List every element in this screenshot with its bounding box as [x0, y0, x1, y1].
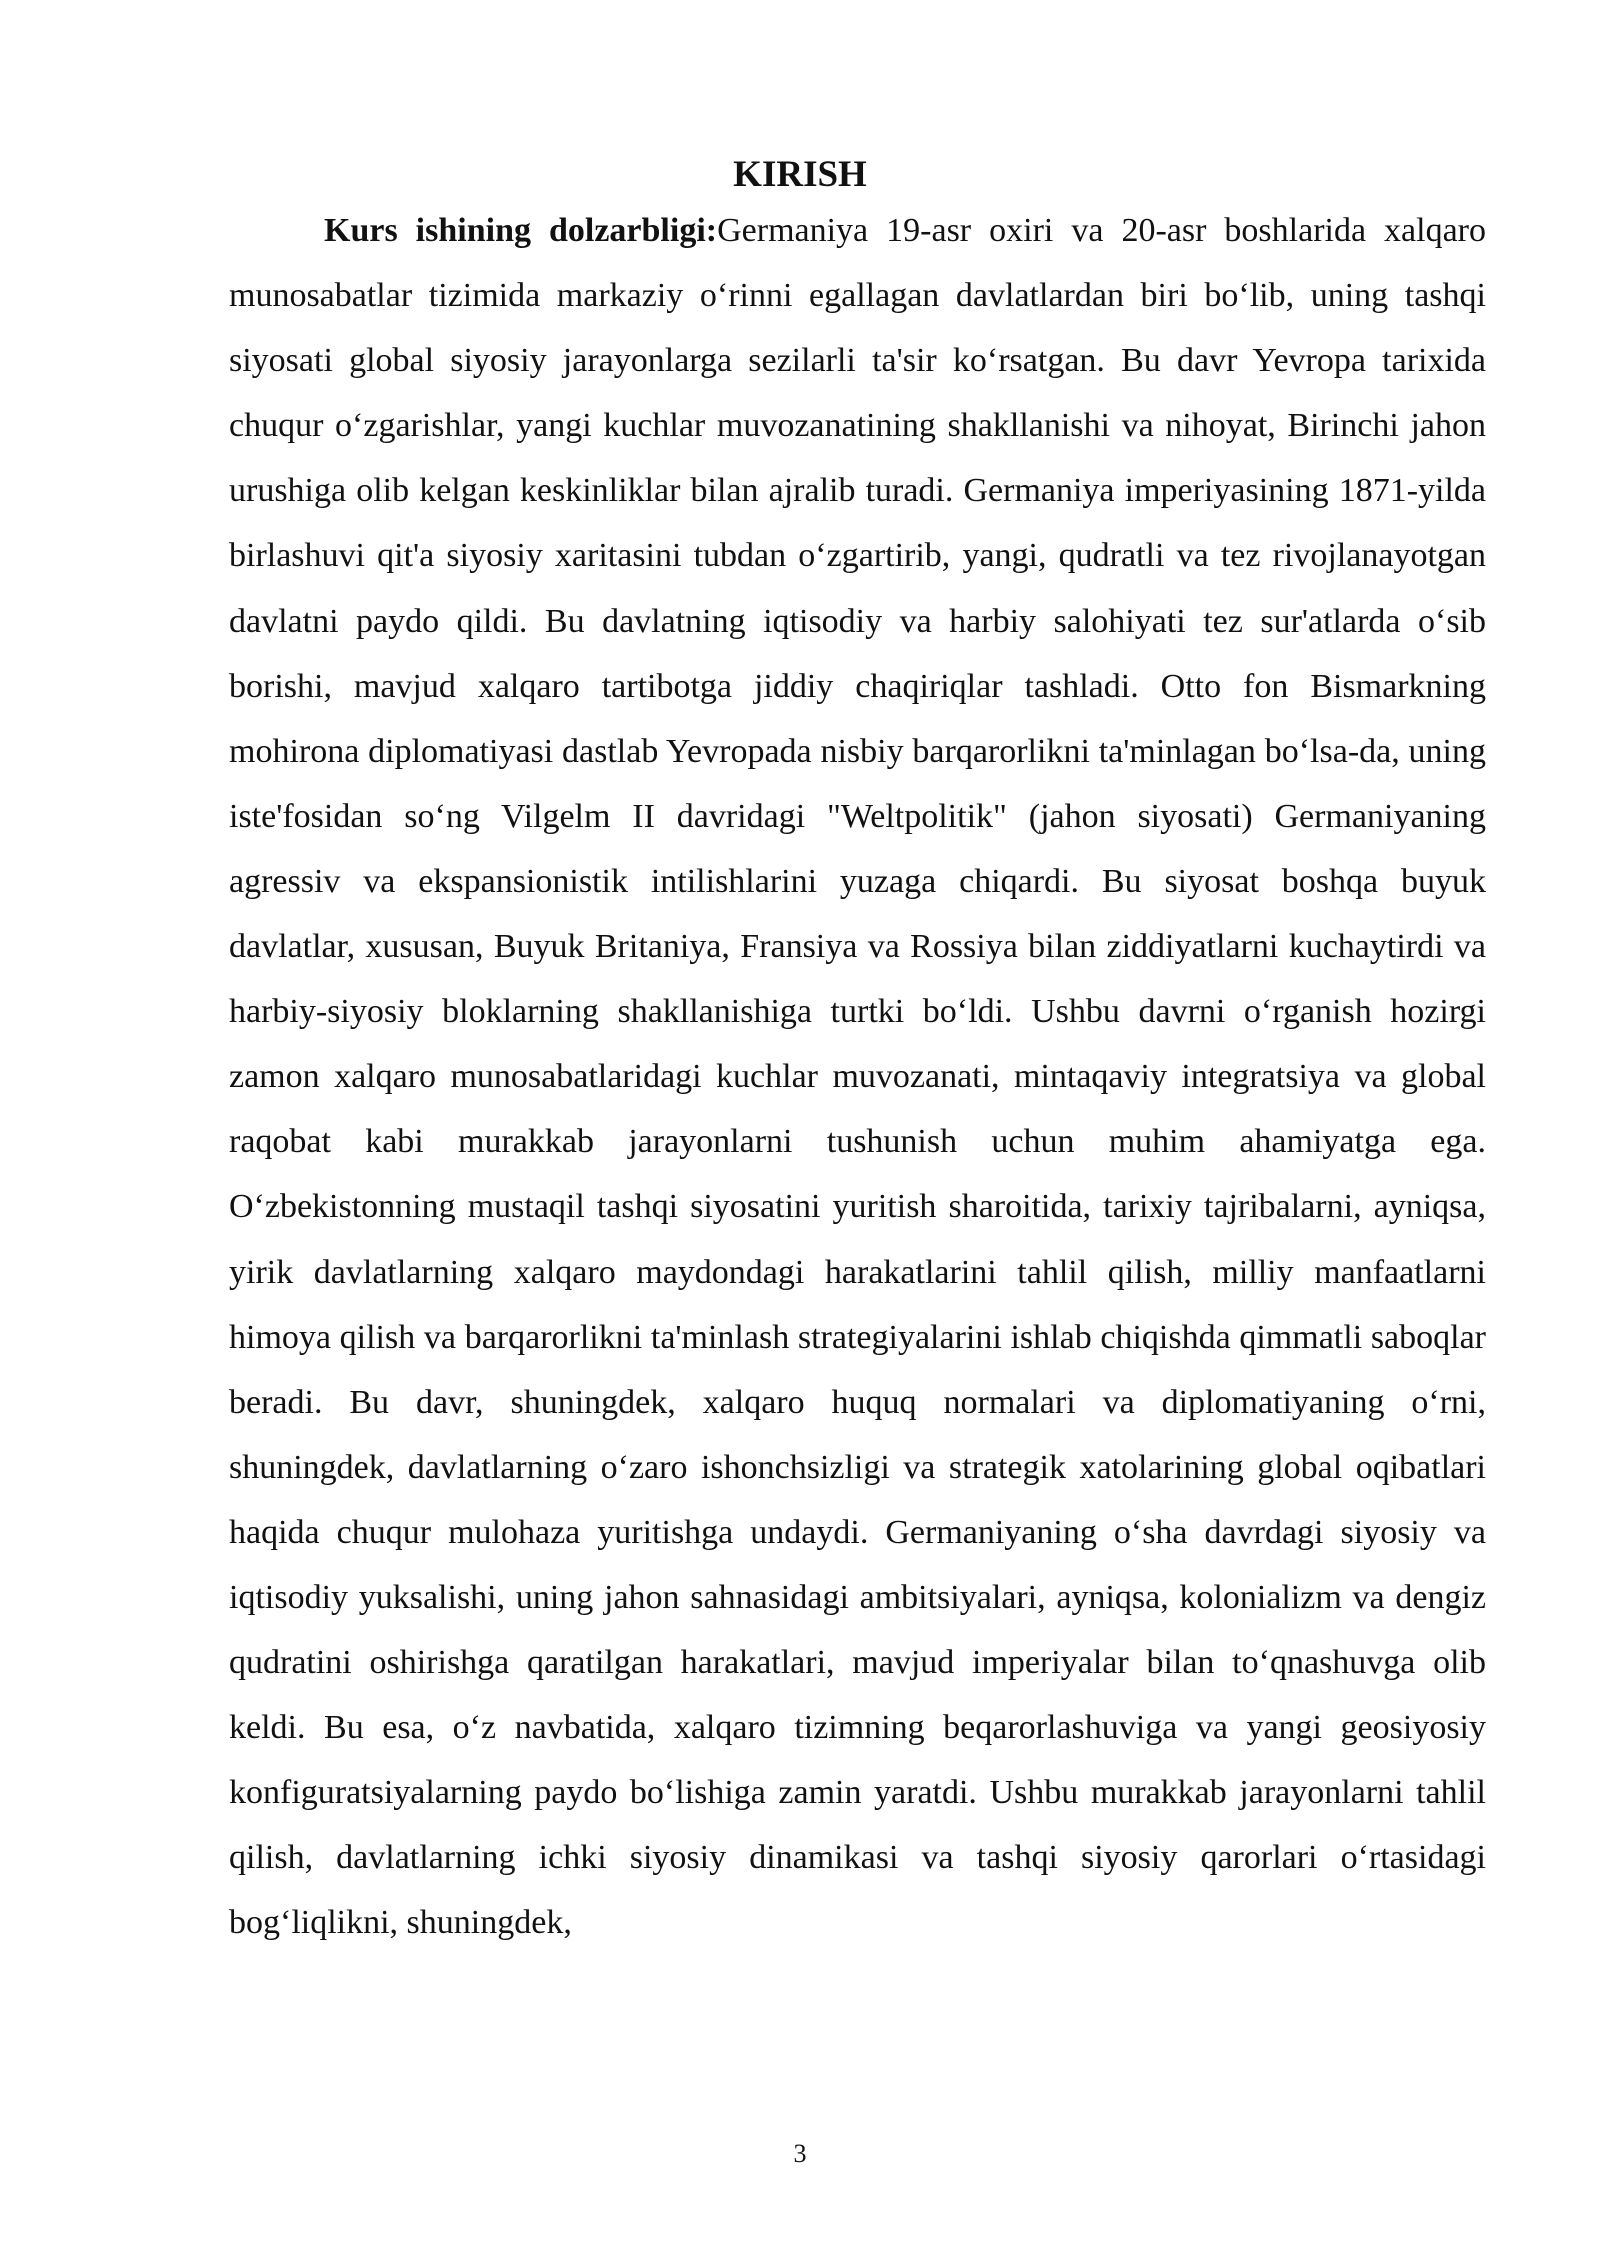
- paragraph-text: Germaniya 19-asr oxiri va 20-asr boshlarida xalqaro munosabatlar tizimida markaziy o‘rinni egallagan davlatlardan biri bo‘lib, uning tashqi siyosati global siyosiy jarayonlarga sezilarli ta'sir ko‘rsatgan. Bu davr Yevropa tarixida chuqur o‘zgarishlar, yangi kuchlar muvozanatining shakllanishi va nihoyat, Birinchi jahon urushiga olib kelgan keskinliklar bilan ajralib turadi. Germaniya imperiyasining 1871-yilda birlashuvi qit'a siyosiy xaritasini tubdan o‘zgartirib, yangi, qudratli va tez rivojlanayotgan davlatni paydo qildi. Bu davlatning iqtisodiy va harbiy salohiyati tez sur'atlarda o‘sib borishi, mavjud xalqaro tartibotga jiddiy chaqiriqlar tashladi. Otto fon Bismarkning mohirona diplomatiyasi dastlab Yevropada nisbiy barqarorlikni ta'minlagan bo‘lsa-da, uning iste'fosidan so‘ng Vilgelm II davridagi "Weltpolitik" (jahon siyosati) Germaniyaning agressiv va ekspansionistik intilishlarini yuzaga chiqardi. Bu siyosat boshqa buyuk davlatlar, xususan, Buyuk Britaniya, Fransiya va Rossiya bilan ziddiyatlarni kuchaytirdi va harbiy-siyosiy bloklarning shakllanishiga turtki bo‘ldi. Ushbu davrni o‘rganish hozirgi zamon xalqaro munosabatlaridagi kuchlar muvozanati, mintaqaviy integratsiya va global raqobat kabi murakkab jarayonlarni tushunish uchun muhim ahamiyatga ega. O‘zbekistonning mustaqil tashqi siyosatini yuritish sharoitida, tarixiy tajribalarni, ayniqsa, yirik davlatlarning xalqaro maydondagi harakatlarini tahlil qilish, milliy manfaatlarni himoya qilish va barqarorlikni ta'minlash strategiyalarini ishlab chiqishda qimmatli saboqlar beradi. Bu davr, shuningdek, xalqaro huquq normalari va diplomatiyaning o‘rni, shuningdek, davlatlarning o‘zaro ishonchsizligi va strategik xatolarining global oqibatlari haqida chuqur mulohaza yuritishga undaydi. Germaniyaning o‘sha davrdagi siyosiy va iqtisodiy yuksalishi, uning jahon sahnasidagi ambitsiyalari, ayniqsa, kolonializm va dengiz qudratini oshirishga qaratilgan harakatlari, mavjud imperiyalar bilan to‘qnashuvga olib keldi. Bu esa, o‘z navbatida, xalqaro tizimning beqarorlashuviga va yangi geosiyosiy konfiguratsiyalarning paydo bo‘lishiga zamin yaratdi. Ushbu murakkab jarayonlarni tahlil qilish, davlatlarning ichki siyosiy dinamikasi va tashqi siyosiy qarorlari o‘rtasidagi bog‘liqlikni, shuningdek,: [229, 212, 1487, 1942]
- paragraph-lead: Kurs ishining dolzarbligi:: [324, 212, 718, 249]
- page-number: 3: [793, 2139, 807, 2168]
- body-paragraph: [229, 198, 1486, 1956]
- section-heading: KIRISH: [733, 154, 867, 195]
